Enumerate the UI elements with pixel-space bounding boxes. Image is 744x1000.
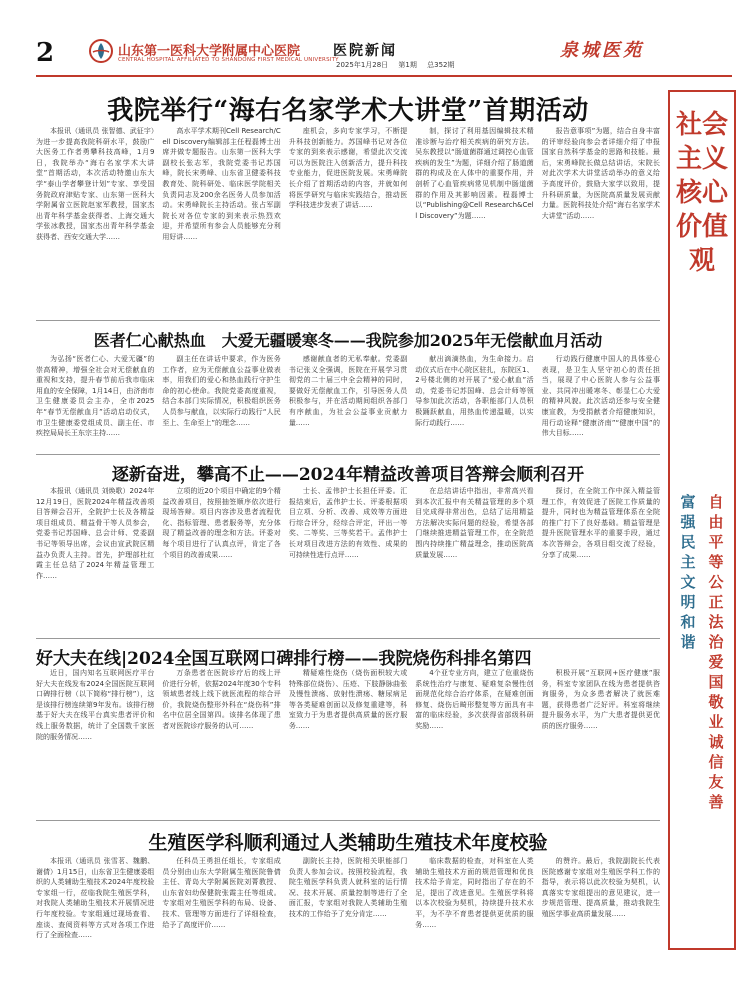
core-values-list: [670, 482, 734, 922]
articles-area: [36, 82, 660, 982]
article-column: 为弘扬“医者仁心、大爱无疆”的崇高精神，增强全社会对无偿献血的重视和支持，提升春节前后我市临床用血的安全保障，1月14日，由济南市卫生健康委员会主办，全市2025年“春节无偿献血月”活动启动仪式，市卫生健康委党组成员、副主任、市疾控局局长王东宗主持……: [36, 355, 155, 438]
article-column: 士长、孟伟护士长担任评委。汇报结束后，孟伟护士长、评委根据项目立项、分析、改善、成效等方面进行综合评分，经综合评定，评出一等奖、二等奖、三等奖若干。孟伟护士长对项目改进方法的有效性、成果的可持续性进行点评……: [288, 487, 408, 559]
article-reproductive-medicine: [36, 856, 660, 980]
top-rule: [36, 75, 732, 77]
section-title: 医院新闻: [333, 43, 397, 59]
headline-lecture: 我院举行“海右名家学术大讲堂”首期活动: [107, 96, 589, 126]
headline-lean-improvement: 逐新奋进，攀高不止——2024年精益改善项目答辩会顺利召开: [111, 465, 585, 485]
article-online-ranking: [36, 668, 660, 818]
article-column: 的赞许。最后，我院副院长代表医院感谢专家组对生殖医学科工作的指导，表示将以此次校验为契机，认真落实专家组提出的意见建议，进一步规范管理、提高质量，推动我院生殖医学事业高质量发展……: [541, 857, 660, 918]
article-column: 本报讯（通讯员 张雪茗、魏鹏、谢倩）1月15日，山东省卫生健康委组织的人类辅助生殖技术2024年度校验专家组一行，莅临我院生殖医学科，对我院人类辅助生殖技术开展情况进行年度校验。专家组通过现场查看、座谈、查阅资料等方式对各项工作进行了全面检查……: [36, 857, 155, 940]
hospital-name: 山东第一医科大学附属中心医院: [118, 44, 301, 59]
article-column: 座机会，多向专家学习，不断提升科技创新能力。苏国峰书记对各位专家的到来表示感谢，希望此次交流可以为医院注入创新活力，提升科技专业能力，促进医院发展。宋勇峰院长介绍了首期活动的内容，并就如何将医学研究与临床实践结合，推动医学科技进步发表了讲话……: [288, 127, 408, 210]
article-column: 副主任在讲话中要求，作为医务工作者，应为无偿献血公益事业做表率，用我们的爱心和热血践行守护生命的初心使命。我院党委高度重视，结合本部门实际情况，积极组织医务人员参与献血，以实际行动践行“人民至上、生命至上”的理念……: [162, 355, 281, 427]
issue-info: [336, 60, 463, 70]
article-column: 行动践行健康中国人的具体爱心表现，是卫生人坚守初心的责任担当，展现了中心医院人参与公益事业、共同冲出暖寒冬、彰显仁心大爱的精神风貌。此次活动还参与安全健康宣教，为受捐献者介绍健康知识，用行动诠释“健康济南”“健康中国”的伟大目标……: [541, 355, 660, 438]
article-column: 高水平学术期刊Cell Research/Cell Discovery编辑部主任程磊博士出席并做专题报告。山东第一医科大学副校长张志军，我院党委书记苏国峰，院长宋勇峰、山东省卫健委科技教育处、院科研处、临床医学院相关负责同志及200余名医务人员参加活动。宋勇峰院长主持活动。张占军副院长对各位专家的到来表示热烈欢迎，并希望所有参会人员能够充分利用好讲……: [162, 127, 281, 241]
headline-reproductive-medicine: 生殖医学科顺利通过人类辅助生殖技术年度校验: [148, 832, 548, 854]
article-column: 任科员王勇担任组长，专家组成员分别由山东大学附属生殖医院鲁倩主任、青岛大学附属医院刘菁教授、山东省妇幼保健院张霞主任等组成。专家组对生殖医学科的布局、设备、技术、管理等方面进行了详细检查，给予了高度评价……: [162, 857, 281, 929]
article-column: 立项的近20个项目中确定的9个精益改善项目，按照抽签顺序依次进行现场答辩。项目内容涉及患者流程优化、指标管理、患者服务等，充分体现了精益改善的理念和方法。评委对每个项目进行了认真点评，肯定了各个项目的改善成果……: [162, 487, 281, 559]
article-column: 临床数据的检查，对科室在人类辅助生殖技术方面的规范管理和优良技术给予肯定，同时指出了存在的不足，提出了改进意见。生殖医学科将以本次校验为契机，持续提升技术水平，为不孕不育患者提供更优质的服务……: [415, 857, 534, 929]
article-column: 献出滴滴热血，为生命接力。启动仪式后在中心院区驻扎，东院区1、2号楼北侧的对开展了“爱心献血”活动，党委书记苏国峰、总会计师等领导参加此次活动，各职能部门人员积极踊跃献血，用热血传递温暖，以实际行动践行……: [415, 355, 534, 427]
masthead: [0, 0, 744, 72]
divider: [36, 638, 660, 639]
article-column: 制，探讨了利用基因编辑技术精准诊断与治疗相关疾病的研究方法。吴东教授以“肠道菌群通过调控心血管疾病的发生”为题，详细介绍了肠道菌群的构成及在人体中的重要作用，并剖析了心血管疾病常见机制中肠道菌群的作用及其影响因素。程磊博士以“Publishing@Cell Research&Cell Discovery”为题……: [415, 127, 534, 220]
page-number: 2: [36, 38, 55, 68]
hospital-name-en: CENTRAL HOSPITAL AFFILIATED TO SHANDONG FIRST MEDICAL UNIVERSITY: [118, 57, 339, 63]
article-column: 万条患者在医院诊疗后的线上评价进行分析，依据2024年度30个专科领域患者线上线下就医流程的综合评价，我院烧伤整形外科在“烧伤科”排名中位居全国第四。该排名体现了患者对医院诊疗服务的认可……: [162, 669, 281, 730]
divider: [36, 454, 660, 455]
article-column: 本报讯（通讯员 张智德、武征宇）为进一步提高我院科研水平，鼓励广大医务工作者勇攀科技高峰，1月9日，我院举办“海右名家学术大讲堂”首期活动，本次活动特邀山东大学“泰山学者攀登计划”专家、享受国务院政府津贴专家、山东第一医科大学附属省立医院赵家军教授，国家杰出青年科学基金获得者、上海交通大学张冰教授，国家杰出青年科学基金获得者、西安交通大学……: [36, 127, 155, 241]
headline-blood-donation: 医者仁心献热血 大爱无疆暖寒冬——我院参加2025年无偿献血月活动: [93, 331, 603, 350]
divider: [36, 320, 660, 321]
core-values-panel: [668, 90, 736, 950]
issue-total: 总352期: [427, 61, 455, 69]
article-lean-improvement: [36, 486, 660, 636]
article-column: 4个亚专业方向，建立了危重烧伤系统性治疗与康复、疑难复杂慢性创面规范化综合治疗体系，在疑难创面修复、烧伤后畸形整复等方面具有丰富的临床经验，多次获得省部级科研奖励……: [415, 669, 534, 730]
article-column: 积极开展“互联网+医疗健康”服务，科室专家团队在线为患者提供咨询服务，为众多患者解决了就医难题，获得患者广泛好评。科室将继续提升服务水平，为广大患者提供更优质的医疗服务……: [541, 669, 660, 730]
core-values-slogan: 社会主义核心价值观: [676, 110, 729, 276]
article-column: 探讨，在全院工作中深入精益管理工作，有效促进了医院工作质量的提升，同时也为精益管理体系在全院的推广打下了良好基础。精益管理是提升医院管理水平的重要手段，通过本次答辩会，各项目组交流了经验，分享了成果……: [541, 487, 660, 559]
article-column: 精疑难性烧伤（烧伤面积较大或特殊部位烧伤）、压疮、下肢静脉曲张及慢性溃疡、放射性溃疡、糖尿病足等各类疑难创面以及修复重建等，科室致力于为患者提供高质量的医疗服务……: [288, 669, 408, 730]
article-blood-donation: [36, 354, 660, 452]
article-column: 近日，国内知名互联网医疗平台好大夫在线发布2024全国医院互联网口碑排行榜（以下简称“排行榜”），这是该排行榜连续第9年发布。该排行榜基于好大夫在线平台真实患者评价和线上服务数据，统计了全国数千家医院的服务情况……: [36, 669, 155, 741]
issue-date: 2025年1月28日: [336, 61, 389, 69]
hospital-logo-icon: [88, 38, 114, 64]
divider: [36, 820, 660, 821]
article-column: 副院长主持，医院相关职能部门负责人参加会议。按照校验流程，我院生殖医学科负责人就科室的运行情况、技术开展、质量控制等进行了全面汇报，专家组对我院人类辅助生殖技术的工作给予了充分肯定……: [288, 857, 408, 918]
values-left: 富强民主文明和谐: [680, 493, 696, 651]
article-lecture: [36, 126, 660, 316]
article-column: 感谢献血者的无私奉献。党委副书记张义全强调，医院在开展学习贯彻党的二十届三中全会精神的同时，要做好无偿献血工作，引导医务人员积极参与，并在活动期间组织各部门有序献血，为社会公益事业贡献力量……: [288, 355, 408, 427]
values-right: 自由平等公正法治爱国敬业诚信友善: [708, 493, 724, 811]
headline-online-ranking: 好大夫在线|2024全国互联网口碑排行榜——我院烧伤科排名第四: [36, 649, 532, 669]
issue-number: 第1期: [398, 61, 417, 69]
article-column: 本报讯（通讯员 刘焕歌）2024年12月19日，医院2024年精益改善项目答辩会召开，全院护士长及各精益项目组成员、精益骨干等人员参会，党委书记苏国峰、总会计师、党委副书记等领导出席，会议由宣武院区精益办负责人主持。首先，护理部杜红霞主任总结了2024年精益管理工作……: [36, 487, 155, 580]
article-column: 在总结讲话中指出，非常高兴看到本次汇报中有关精益管理的多个项目完成得非常出色，总结了运用精益方法解决实际问题的经验，希望各部门继续推进精益管理工作，在全院范围内持续推广精益理念，推动医院高质量发展……: [415, 487, 534, 559]
column-name: 泉城医苑: [560, 40, 644, 61]
article-column: 报告意事项”为题，结合自身丰富的评审经验向参会者详细介绍了申报国家自然科学基金的思路和技能。最后，宋勇峰院长做总结讲话，宋院长对此次学术大讲堂活动举办的意义给予高度评价，鼓励大家学以致用，提升科研质量，为医院高质量发展贡献力量。医院科技处介绍“海右名家学术大讲堂”活动……: [541, 127, 660, 220]
